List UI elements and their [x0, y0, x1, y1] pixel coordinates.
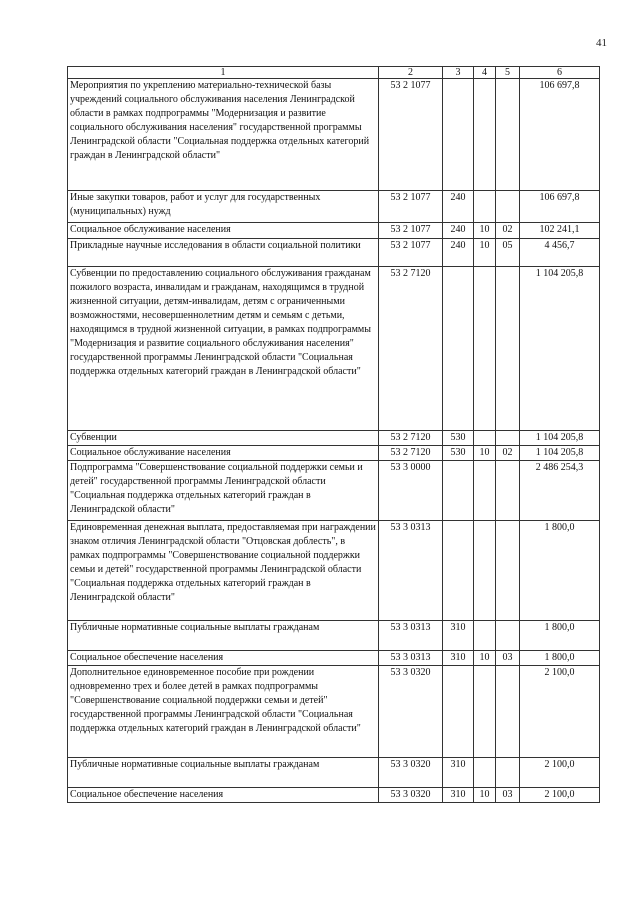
row-expense-type — [443, 666, 474, 758]
row-subsection — [496, 666, 520, 758]
row-amount: 102 241,1 — [520, 223, 600, 239]
row-code: 53 3 0320 — [379, 666, 443, 758]
row-subsection: 02 — [496, 223, 520, 239]
row-name: Единовременная денежная выплата, предоставляемая при награждении знаком отличия Ленинградской области "Отцовская доблесть", в рамках подпрограммы "Совершенствование социальной поддержки семьи и детей" государственной программы Ленинградской области "Социальная поддержка отдельных категорий граждан в Ленинградской области" — [68, 521, 379, 621]
table-row — [68, 267, 600, 431]
row-section: 10 — [474, 446, 496, 461]
row-name: Социальное обеспечение населения — [68, 788, 379, 803]
row-expense-type: 240 — [443, 191, 474, 223]
row-name: Социальное обслуживание населения — [68, 446, 379, 461]
row-amount: 1 800,0 — [520, 651, 600, 666]
row-section — [474, 758, 496, 788]
table-row — [68, 666, 600, 758]
row-code: 53 2 1077 — [379, 191, 443, 223]
row-expense-type — [443, 521, 474, 621]
column-header: 6 — [520, 67, 600, 79]
table-row — [68, 521, 600, 621]
table-row — [68, 461, 600, 521]
row-amount: 2 100,0 — [520, 666, 600, 758]
table-row — [68, 788, 600, 803]
row-section — [474, 191, 496, 223]
row-expense-type — [443, 79, 474, 191]
row-code: 53 2 7120 — [379, 267, 443, 431]
row-amount: 106 697,8 — [520, 79, 600, 191]
row-section: 10 — [474, 223, 496, 239]
row-expense-type: 310 — [443, 651, 474, 666]
row-expense-type: 240 — [443, 239, 474, 267]
row-subsection — [496, 267, 520, 431]
row-name: Социальное обслуживание населения — [68, 223, 379, 239]
row-code: 53 3 0000 — [379, 461, 443, 521]
row-name: Дополнительное единовременное пособие при рождении одновременно трех и более детей в рамках подпрограммы "Совершенствование социальной поддержки семьи и детей" государственной программы Ленинградской области "Социальная поддержка отдельных категорий граждан в Ленинградской области" — [68, 666, 379, 758]
budget-table — [67, 66, 600, 803]
row-name: Подпрограмма "Совершенствование социальной поддержки семьи и детей" государственной программы Ленинградской области "Социальная поддержка отдельных категорий граждан в Ленинградской области" — [68, 461, 379, 521]
row-name: Публичные нормативные социальные выплаты гражданам — [68, 758, 379, 788]
table-row — [68, 758, 600, 788]
row-expense-type: 310 — [443, 788, 474, 803]
row-subsection: 03 — [496, 651, 520, 666]
row-amount: 1 104 205,8 — [520, 431, 600, 446]
row-subsection — [496, 191, 520, 223]
row-expense-type: 530 — [443, 446, 474, 461]
row-subsection — [496, 758, 520, 788]
column-header: 4 — [474, 67, 496, 79]
row-section: 10 — [474, 239, 496, 267]
row-amount: 1 104 205,8 — [520, 267, 600, 431]
row-section — [474, 431, 496, 446]
page-number: 41 — [596, 37, 607, 49]
row-amount: 2 100,0 — [520, 758, 600, 788]
table-row — [68, 191, 600, 223]
row-name: Иные закупки товаров, работ и услуг для государственных (муниципальных) нужд — [68, 191, 379, 223]
row-subsection: 02 — [496, 446, 520, 461]
table-row — [68, 621, 600, 651]
row-subsection — [496, 621, 520, 651]
table-row — [68, 223, 600, 239]
row-subsection — [496, 521, 520, 621]
row-code: 53 2 1077 — [379, 79, 443, 191]
row-subsection — [496, 79, 520, 191]
row-section — [474, 666, 496, 758]
row-amount: 4 456,7 — [520, 239, 600, 267]
row-code: 53 3 0313 — [379, 651, 443, 666]
row-expense-type — [443, 267, 474, 431]
row-section — [474, 621, 496, 651]
row-amount: 2 486 254,3 — [520, 461, 600, 521]
row-code: 53 2 1077 — [379, 239, 443, 267]
row-code: 53 3 0313 — [379, 621, 443, 651]
table-row — [68, 431, 600, 446]
table-header-row — [68, 67, 600, 79]
row-expense-type: 310 — [443, 621, 474, 651]
row-amount: 1 800,0 — [520, 521, 600, 621]
table-row — [68, 79, 600, 191]
row-amount: 106 697,8 — [520, 191, 600, 223]
row-expense-type: 240 — [443, 223, 474, 239]
row-code: 53 3 0313 — [379, 521, 443, 621]
column-header: 1 — [68, 67, 379, 79]
row-subsection: 05 — [496, 239, 520, 267]
row-subsection: 03 — [496, 788, 520, 803]
row-code: 53 2 7120 — [379, 431, 443, 446]
column-header: 3 — [443, 67, 474, 79]
row-subsection — [496, 461, 520, 521]
row-name: Субвенции по предоставлению социального обслуживания гражданам пожилого возраста, инвалидам и гражданам, находящимся в трудной жизненной ситуации, детям-инвалидам, детям с ограниченными возможностями, несовершеннолетним детям и семьям с детьми, находящимся в трудной жизненной ситуации, в рамках подпрограммы "Модернизация и развитие социального обслуживания населения" государственной программы Ленинградской области "Социальная поддержка отдельных категорий граждан в Ленинградской области" — [68, 267, 379, 431]
table-row — [68, 239, 600, 267]
row-section: 10 — [474, 651, 496, 666]
row-amount: 1 800,0 — [520, 621, 600, 651]
row-expense-type: 310 — [443, 758, 474, 788]
row-code: 53 3 0320 — [379, 788, 443, 803]
row-name: Прикладные научные исследования в области социальной политики — [68, 239, 379, 267]
row-amount: 1 104 205,8 — [520, 446, 600, 461]
row-code: 53 2 7120 — [379, 446, 443, 461]
table-row — [68, 446, 600, 461]
row-name: Субвенции — [68, 431, 379, 446]
row-amount: 2 100,0 — [520, 788, 600, 803]
table-row — [68, 651, 600, 666]
row-section — [474, 267, 496, 431]
row-section: 10 — [474, 788, 496, 803]
row-section — [474, 521, 496, 621]
row-section — [474, 79, 496, 191]
row-section — [474, 461, 496, 521]
row-code: 53 3 0320 — [379, 758, 443, 788]
row-name: Публичные нормативные социальные выплаты гражданам — [68, 621, 379, 651]
column-header: 5 — [496, 67, 520, 79]
row-expense-type — [443, 461, 474, 521]
row-subsection — [496, 431, 520, 446]
row-name: Мероприятия по укреплению материально-технической базы учреждений социального обслуживания населения Ленинградской области в рамках подпрограммы "Модернизация и развитие социального обслуживания населения" государственной программы Ленинградской области "Социальная поддержка отдельных категорий граждан в Ленинградской области" — [68, 79, 379, 191]
row-code: 53 2 1077 — [379, 223, 443, 239]
column-header: 2 — [379, 67, 443, 79]
row-expense-type: 530 — [443, 431, 474, 446]
row-name: Социальное обеспечение населения — [68, 651, 379, 666]
